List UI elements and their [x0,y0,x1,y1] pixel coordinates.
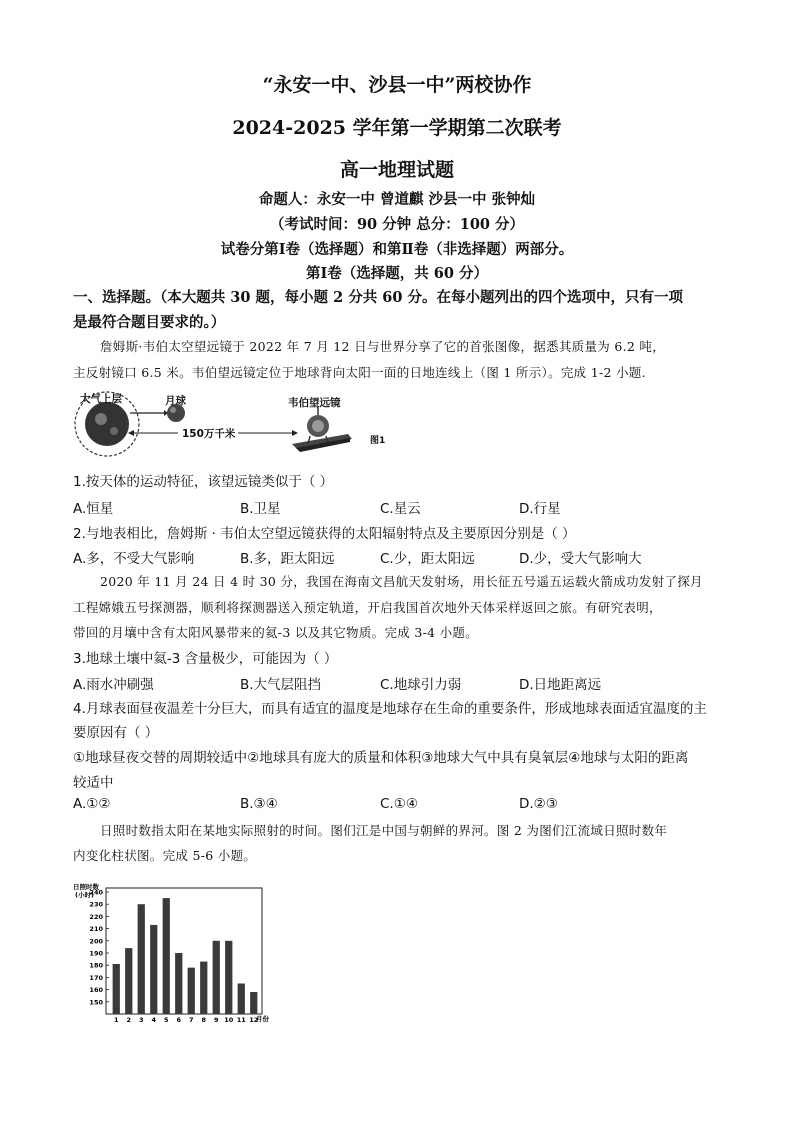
bar-month-2 [125,948,132,1014]
q4-stem-line2: 要原因有（ ） [73,725,159,741]
q1-option-a: A.恒星 [73,501,114,517]
q2-option-a: A.多，不受大气影响 [73,551,195,567]
authors: 命题人：永安一中 曾道麒 沙县一中 张钟灿 [258,191,536,208]
y-tick-label: 230 [89,900,103,909]
exam-title-line2: 2024-2025 学年第一学期第二次联考 [232,117,562,139]
q1-option-b: B.卫星 [240,501,281,517]
bar-month-8 [200,962,207,1014]
y-tick-label: 180 [89,961,103,970]
atmosphere-label: 大气上层 [80,393,122,405]
x-tick-label: 11 [236,1016,246,1024]
section1-line2: 是最符合题目要求的。） [73,314,226,331]
y-tick-label: 220 [89,912,103,921]
x-tick-label: 4 [151,1016,157,1024]
material2-line2: 工程嫦娥五号探测器，顺利将探测器送入预定轨道，开启我国首次地外天体采样返回之旅。有研究表明， [73,600,662,615]
y-tick-label: 240 [89,888,103,897]
q4-option-d: D.②③ [519,796,558,812]
y-tick-label: 210 [89,925,103,934]
x-tick-label: 5 [163,1016,169,1024]
material2-line1: 2020 年 11 月 24 日 4 时 30 分，我国在海南文昌航天发射场，用长征五号遥五运载火箭成功发射了探月 [100,574,703,589]
bar-month-9 [213,941,220,1014]
y-tick-label: 190 [89,949,103,958]
q4-items-line1: ①地球昼夜交替的周期较适中②地球具有庞大的质量和体积③地球大气中具有臭氧层④地球与太阳的距离 [73,750,689,766]
q4-option-b: B.③④ [240,796,278,812]
x-tick-label: 2 [126,1016,132,1024]
q2-option-c: C.少，距太阳远 [380,551,475,567]
q3-option-b: B.大气层阻挡 [240,677,322,693]
material1-line2: 主反射镜口 6.5 米。韦伯望远镜定位于地球背向太阳一面的日地连线上（图 1 所示）。完成 1-2 小题. [73,365,646,380]
q4-option-c: C.①④ [380,796,418,812]
material1-line1: 詹姆斯·韦伯太空望远镜于 2022 年 7 月 12 日与世界分享了它的首张图像，据悉其质量为 6.2 吨， [100,339,666,354]
bar-month-5 [163,898,170,1014]
q2-option-d: D.少，受大气影响大 [519,551,642,567]
x-tick-label: 6 [176,1016,182,1024]
chart-ylabel-line2: (小时) [75,891,94,899]
y-tick-label: 150 [89,998,103,1007]
material3-line2: 内变化柱状图。完成 5-6 小题。 [73,848,257,863]
bar-month-11 [238,984,245,1015]
x-tick-label: 9 [213,1016,219,1024]
q4-stem-line1: 4.月球表面昼夜温差十分巨大，而具有适宜的温度是地球存在生命的重要条件，形成地球表面适宜温度的主 [73,701,707,717]
telescope-label: 韦伯望远镜 [288,397,341,409]
distance-label: 150万千米 [182,428,236,440]
q1-option-c: C.星云 [380,501,421,517]
q1-option-d: D.行星 [519,501,561,517]
telescope-icon [292,406,352,452]
y-tick-label: 200 [89,937,103,946]
material2-line3: 带回的月壤中含有太阳风暴带来的氦-3 以及其它物质。完成 3-4 小题。 [73,625,479,640]
bar-month-12 [250,992,257,1014]
x-tick-label: 3 [138,1016,144,1024]
bar-month-7 [188,968,195,1014]
chart-xlabel: 月份 [256,1015,269,1023]
y-tick-label: 160 [89,986,103,995]
y-tick-label: 170 [89,973,103,982]
exam-title-subject: 高一地理试题 [339,159,454,181]
q3-option-d: D.日地距离远 [519,677,602,693]
x-tick-label: 10 [224,1016,234,1024]
sunshine-bar-chart [70,880,280,1028]
q3-option-a: A.雨水冲刷强 [73,677,154,693]
bar-month-4 [150,925,157,1014]
bar-month-6 [175,953,182,1014]
paper-parts: 试卷分第Ⅰ卷（选择题）和第Ⅱ卷（非选择题）两部分。 [220,241,574,258]
x-tick-label: 1 [113,1016,119,1024]
q2-option-b: B.多，距太阳远 [240,551,335,567]
q3-stem: 3.地球土壤中氦-3 含量极少，可能因为（ ） [73,651,338,667]
q1-stem: 1.按天体的运动特征，该望远镜类似于（ ） [73,474,334,490]
chart-bars [113,898,258,1014]
q4-items-line2: 较适中 [73,775,114,791]
chart-x-ticks [114,1016,258,1024]
exam-time: （考试时间：90 分钟 总分：100 分） [269,216,525,233]
exam-title-line1: “永安一中、沙县一中”两校协作 [262,74,532,96]
moon-label: 月球 [165,395,186,407]
material3-line1: 日照时数指太阳在某地实际照射的时间。图们江是中国与朝鲜的界河。图 2 为图们江流域日照时数年 [100,823,668,838]
q3-option-c: C.地球引力弱 [380,677,462,693]
x-tick-label: 7 [188,1016,194,1024]
bar-month-1 [113,964,120,1014]
x-tick-label: 8 [201,1016,207,1024]
figure1-caption: 图1 [370,436,386,446]
q2-stem: 2.与地表相比，詹姆斯 · 韦伯太空望远镜获得的太阳辐射特点及主要原因分别是（ ） [73,526,576,542]
bar-month-3 [138,904,145,1014]
x-tick-label: 12 [249,1016,259,1024]
q4-option-a: A.①② [73,796,111,812]
chart-ylabel-line1: 日照时数 [73,883,99,891]
volume1-title: 第Ⅰ卷（选择题，共 60 分） [305,265,489,282]
earth-icon [85,402,129,446]
section1-line1: 一、选择题。（本大题共 30 题，每小题 2 分共 60 分。在每小题列出的四个选项中，只有一项 [73,289,683,306]
bar-month-10 [225,941,232,1014]
